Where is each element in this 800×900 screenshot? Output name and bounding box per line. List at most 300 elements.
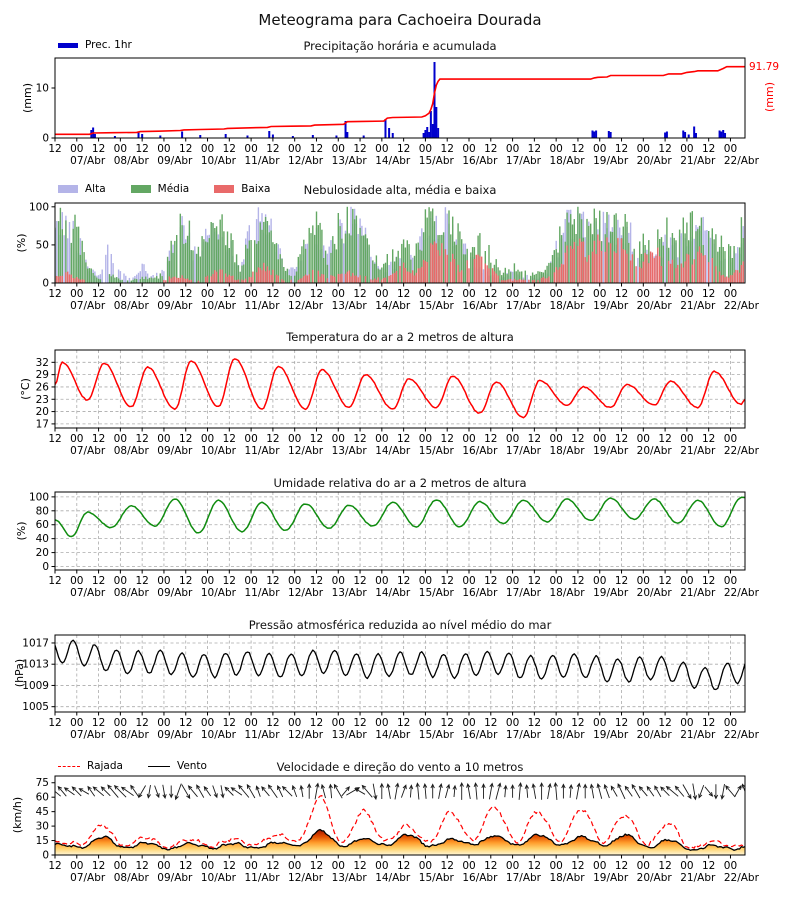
svg-text:12: 12 [484, 143, 498, 155]
svg-text:19/Abr: 19/Abr [593, 445, 629, 457]
svg-text:00: 00 [331, 717, 345, 729]
svg-text:00: 00 [593, 717, 607, 729]
svg-text:10/Abr: 10/Abr [200, 300, 236, 312]
svg-text:07/Abr: 07/Abr [70, 729, 106, 741]
svg-text:11/Abr: 11/Abr [244, 729, 280, 741]
svg-text:00: 00 [70, 717, 84, 729]
svg-text:11/Abr: 11/Abr [244, 300, 280, 312]
svg-text:20/Abr: 20/Abr [636, 445, 672, 457]
svg-text:00: 00 [636, 575, 651, 587]
svg-text:29: 29 [35, 369, 49, 382]
svg-text:17/Abr: 17/Abr [505, 300, 542, 312]
svg-text:12: 12 [48, 433, 62, 445]
svg-text:11/Abr: 11/Abr [244, 872, 280, 884]
svg-text:19/Abr: 19/Abr [593, 872, 629, 884]
svg-text:09/Abr: 09/Abr [157, 587, 193, 599]
svg-text:00: 00 [375, 433, 389, 445]
svg-text:00: 00 [375, 717, 389, 729]
svg-text:00: 00 [723, 860, 738, 872]
svg-text:12: 12 [701, 717, 716, 729]
svg-text:12: 12 [440, 717, 454, 729]
svg-text:16/Abr: 16/Abr [462, 729, 498, 741]
svg-text:12/Abr: 12/Abr [288, 729, 324, 741]
svg-text:00: 00 [505, 860, 520, 872]
svg-text:00: 00 [113, 860, 128, 872]
svg-text:12: 12 [484, 575, 498, 587]
svg-text:16/Abr: 16/Abr [462, 587, 498, 599]
svg-text:17/Abr: 17/Abr [505, 155, 542, 167]
svg-text:10/Abr: 10/Abr [200, 729, 236, 741]
svg-text:08/Abr: 08/Abr [113, 872, 149, 884]
svg-text:13/Abr: 13/Abr [331, 445, 367, 457]
svg-text:21/Abr: 21/Abr [680, 300, 716, 312]
svg-text:00: 00 [505, 717, 520, 729]
svg-text:12: 12 [179, 860, 193, 872]
chart-temp-title: Temperatura do ar a 2 metros de altura [286, 330, 514, 344]
svg-text:45: 45 [35, 806, 49, 819]
svg-text:12: 12 [353, 717, 367, 729]
svg-text:12: 12 [266, 717, 280, 729]
svg-text:00: 00 [418, 143, 433, 155]
svg-text:00: 00 [723, 288, 738, 300]
svg-text:00: 00 [157, 433, 171, 445]
svg-text:00: 00 [549, 433, 563, 445]
svg-text:00: 00 [157, 143, 171, 155]
svg-text:12: 12 [222, 575, 237, 587]
svg-text:00: 00 [331, 288, 345, 300]
svg-text:08/Abr: 08/Abr [113, 729, 149, 741]
svg-text:00: 00 [287, 575, 302, 587]
svg-text:12: 12 [527, 575, 542, 587]
chart-wind-title: Velocidade e direção do vento a 10 metros [276, 760, 524, 774]
svg-text:22/Abr: 22/Abr [723, 155, 759, 167]
svg-text:16/Abr: 16/Abr [462, 445, 498, 457]
svg-text:12/Abr: 12/Abr [288, 587, 324, 599]
svg-text:12: 12 [701, 433, 716, 445]
svg-text:12: 12 [179, 717, 193, 729]
svg-text:12: 12 [91, 860, 106, 872]
svg-text:21/Abr: 21/Abr [680, 445, 716, 457]
svg-text:15/Abr: 15/Abr [418, 872, 454, 884]
svg-text:16/Abr: 16/Abr [462, 300, 498, 312]
svg-text:09/Abr: 09/Abr [157, 445, 193, 457]
svg-text:0: 0 [42, 277, 49, 290]
svg-text:10/Abr: 10/Abr [200, 155, 236, 167]
svg-text:07/Abr: 07/Abr [70, 872, 106, 884]
svg-text:20/Abr: 20/Abr [636, 587, 672, 599]
svg-text:00: 00 [505, 575, 520, 587]
svg-text:00: 00 [200, 433, 215, 445]
svg-text:09/Abr: 09/Abr [157, 155, 193, 167]
svg-text:00: 00 [593, 860, 607, 872]
svg-text:12: 12 [222, 433, 237, 445]
svg-text:20/Abr: 20/Abr [636, 729, 672, 741]
svg-text:12: 12 [571, 143, 585, 155]
svg-text:00: 00 [462, 717, 476, 729]
svg-text:12/Abr: 12/Abr [288, 872, 324, 884]
svg-text:12: 12 [309, 717, 324, 729]
svg-text:14/Abr: 14/Abr [375, 300, 411, 312]
svg-text:00: 00 [287, 717, 302, 729]
svg-text:12: 12 [222, 860, 237, 872]
svg-text:00: 00 [157, 288, 171, 300]
svg-text:13/Abr: 13/Abr [331, 155, 367, 167]
svg-text:00: 00 [723, 717, 738, 729]
svg-text:12: 12 [571, 288, 585, 300]
svg-text:20: 20 [35, 406, 49, 419]
svg-text:11/Abr: 11/Abr [244, 445, 280, 457]
svg-text:20/Abr: 20/Abr [636, 300, 672, 312]
svg-text:00: 00 [549, 575, 563, 587]
svg-text:1017: 1017 [22, 637, 49, 650]
svg-text:80: 80 [35, 505, 49, 518]
svg-text:13/Abr: 13/Abr [331, 872, 367, 884]
svg-text:00: 00 [200, 288, 215, 300]
svg-text:12: 12 [179, 143, 193, 155]
svg-text:07/Abr: 07/Abr [70, 300, 106, 312]
svg-text:00: 00 [244, 575, 258, 587]
svg-text:11/Abr: 11/Abr [244, 587, 280, 599]
svg-text:12: 12 [527, 433, 542, 445]
svg-text:15: 15 [35, 835, 49, 848]
svg-text:00: 00 [636, 143, 651, 155]
svg-text:21/Abr: 21/Abr [680, 872, 716, 884]
svg-text:12: 12 [353, 433, 367, 445]
svg-text:12: 12 [91, 288, 106, 300]
svg-text:09/Abr: 09/Abr [157, 300, 193, 312]
svg-text:12: 12 [440, 143, 454, 155]
svg-text:00: 00 [331, 860, 345, 872]
svg-text:00: 00 [723, 433, 738, 445]
svg-text:12: 12 [135, 143, 149, 155]
svg-text:07/Abr: 07/Abr [70, 587, 106, 599]
svg-text:08/Abr: 08/Abr [113, 300, 149, 312]
svg-text:12: 12 [440, 575, 454, 587]
clouds-ylabel: (%) [15, 233, 28, 253]
svg-text:00: 00 [70, 288, 84, 300]
svg-text:00: 00 [680, 288, 694, 300]
svg-text:12: 12 [48, 575, 62, 587]
svg-text:12: 12 [179, 575, 193, 587]
svg-text:12: 12 [484, 860, 498, 872]
svg-text:14/Abr: 14/Abr [375, 872, 411, 884]
svg-text:12: 12 [353, 575, 367, 587]
svg-text:12: 12 [396, 288, 411, 300]
svg-text:12: 12 [701, 860, 716, 872]
svg-text:12: 12 [222, 288, 237, 300]
svg-text:09/Abr: 09/Abr [157, 872, 193, 884]
svg-text:1013: 1013 [22, 658, 49, 671]
svg-text:16/Abr: 16/Abr [462, 872, 498, 884]
svg-text:12: 12 [222, 143, 237, 155]
svg-text:00: 00 [680, 433, 694, 445]
svg-text:00: 00 [549, 143, 563, 155]
svg-text:12: 12 [571, 717, 585, 729]
svg-text:12: 12 [135, 575, 149, 587]
svg-text:00: 00 [549, 717, 563, 729]
svg-text:12: 12 [135, 717, 149, 729]
baixa-legend-label: Baixa [241, 183, 271, 195]
svg-text:00: 00 [593, 433, 607, 445]
pressure-ylabel: (hPa) [13, 658, 26, 688]
svg-text:13/Abr: 13/Abr [331, 300, 367, 312]
svg-text:12: 12 [396, 717, 411, 729]
svg-text:00: 00 [723, 143, 738, 155]
svg-text:20: 20 [35, 547, 49, 560]
svg-text:08/Abr: 08/Abr [113, 445, 149, 457]
svg-text:17/Abr: 17/Abr [505, 729, 542, 741]
svg-text:40: 40 [35, 533, 49, 546]
svg-text:00: 00 [549, 860, 563, 872]
svg-text:12: 12 [48, 143, 62, 155]
svg-text:17/Abr: 17/Abr [505, 872, 542, 884]
svg-text:00: 00 [593, 143, 607, 155]
svg-text:12: 12 [571, 860, 585, 872]
svg-text:0: 0 [42, 132, 49, 145]
svg-text:50: 50 [35, 239, 49, 252]
svg-text:11/Abr: 11/Abr [244, 155, 280, 167]
svg-text:00: 00 [287, 433, 302, 445]
svg-text:12: 12 [658, 288, 672, 300]
svg-text:00: 00 [418, 717, 433, 729]
alta-legend-label: Alta [85, 183, 106, 195]
svg-text:10/Abr: 10/Abr [200, 872, 236, 884]
chart-pressure-title: Pressão atmosférica reduzida ao nível médio do mar [248, 618, 552, 632]
svg-text:15/Abr: 15/Abr [418, 300, 454, 312]
svg-text:22/Abr: 22/Abr [723, 729, 759, 741]
media-legend-label: Média [157, 183, 190, 195]
svg-text:10/Abr: 10/Abr [200, 445, 236, 457]
svg-text:12: 12 [527, 860, 542, 872]
svg-text:00: 00 [723, 575, 738, 587]
svg-text:0: 0 [42, 561, 49, 574]
svg-text:21/Abr: 21/Abr [680, 729, 716, 741]
svg-text:00: 00 [200, 860, 215, 872]
svg-text:00: 00 [113, 575, 128, 587]
svg-text:12: 12 [440, 288, 454, 300]
svg-text:12: 12 [353, 860, 367, 872]
svg-text:12: 12 [396, 860, 411, 872]
svg-text:12: 12 [266, 143, 280, 155]
humidity-ylabel: (%) [15, 521, 28, 541]
svg-text:17/Abr: 17/Abr [505, 587, 542, 599]
svg-text:00: 00 [244, 860, 258, 872]
svg-text:17/Abr: 17/Abr [505, 445, 542, 457]
svg-text:12: 12 [135, 860, 149, 872]
svg-text:12: 12 [571, 575, 585, 587]
svg-text:00: 00 [70, 433, 84, 445]
svg-text:12: 12 [48, 717, 62, 729]
svg-text:12: 12 [614, 143, 629, 155]
svg-text:07/Abr: 07/Abr [70, 155, 106, 167]
svg-text:00: 00 [593, 575, 607, 587]
svg-text:00: 00 [462, 143, 476, 155]
page-title: Meteograma para Cachoeira Dourada [258, 11, 542, 29]
svg-text:00: 00 [505, 143, 520, 155]
svg-text:100: 100 [28, 201, 49, 214]
svg-text:12: 12 [614, 575, 629, 587]
svg-text:12: 12 [484, 717, 498, 729]
svg-text:00: 00 [593, 288, 607, 300]
precip-ylabel-right: (mm) [763, 82, 776, 113]
svg-text:12: 12 [266, 288, 280, 300]
svg-text:12: 12 [701, 575, 716, 587]
svg-text:12: 12 [396, 575, 411, 587]
svg-text:13/Abr: 13/Abr [331, 587, 367, 599]
svg-text:12: 12 [658, 433, 672, 445]
svg-text:14/Abr: 14/Abr [375, 587, 411, 599]
svg-text:12: 12 [91, 575, 106, 587]
svg-text:00: 00 [113, 143, 128, 155]
svg-text:00: 00 [418, 433, 433, 445]
svg-text:12: 12 [484, 433, 498, 445]
svg-text:00: 00 [462, 288, 476, 300]
chart-clouds-title: Nebulosidade alta, média e baixa [303, 183, 497, 197]
svg-text:00: 00 [418, 575, 433, 587]
svg-text:00: 00 [505, 288, 520, 300]
svg-text:00: 00 [375, 575, 389, 587]
svg-text:12: 12 [266, 433, 280, 445]
svg-text:15/Abr: 15/Abr [418, 445, 454, 457]
svg-text:00: 00 [157, 860, 171, 872]
svg-text:22/Abr: 22/Abr [723, 587, 759, 599]
svg-text:00: 00 [375, 143, 389, 155]
precip-ylabel-left: (mm) [21, 83, 34, 114]
svg-text:21/Abr: 21/Abr [680, 587, 716, 599]
svg-text:00: 00 [505, 433, 520, 445]
svg-text:12: 12 [440, 860, 454, 872]
svg-text:22/Abr: 22/Abr [723, 445, 759, 457]
svg-text:12: 12 [48, 288, 62, 300]
svg-text:12: 12 [527, 143, 542, 155]
svg-text:15/Abr: 15/Abr [418, 587, 454, 599]
svg-text:60: 60 [35, 519, 49, 532]
svg-text:12: 12 [91, 143, 106, 155]
svg-text:10/Abr: 10/Abr [200, 587, 236, 599]
svg-text:00: 00 [331, 575, 345, 587]
precip-legend-label: Prec. 1hr [85, 39, 132, 51]
svg-text:12: 12 [614, 717, 629, 729]
svg-text:00: 00 [157, 575, 171, 587]
svg-text:60: 60 [35, 791, 49, 804]
svg-text:12: 12 [353, 288, 367, 300]
svg-text:12: 12 [658, 717, 672, 729]
svg-text:32: 32 [35, 356, 49, 369]
rajada-legend-label: Rajada [87, 760, 123, 772]
svg-text:00: 00 [70, 143, 84, 155]
svg-text:00: 00 [200, 717, 215, 729]
svg-text:00: 00 [244, 717, 258, 729]
svg-text:14/Abr: 14/Abr [375, 155, 411, 167]
svg-text:00: 00 [636, 717, 651, 729]
svg-text:12: 12 [658, 860, 672, 872]
vento-legend-label: Vento [176, 760, 207, 772]
svg-text:12: 12 [353, 143, 367, 155]
svg-text:30: 30 [35, 820, 49, 833]
svg-text:00: 00 [200, 143, 215, 155]
svg-text:00: 00 [113, 433, 128, 445]
svg-text:00: 00 [375, 860, 389, 872]
svg-text:12: 12 [440, 433, 454, 445]
svg-text:12: 12 [266, 860, 280, 872]
svg-text:12: 12 [658, 575, 672, 587]
svg-text:19/Abr: 19/Abr [593, 587, 629, 599]
svg-text:12: 12 [266, 575, 280, 587]
svg-text:12: 12 [48, 860, 62, 872]
svg-text:00: 00 [244, 288, 258, 300]
svg-text:15/Abr: 15/Abr [418, 155, 454, 167]
accum-total-label: 91.79 [749, 61, 780, 73]
svg-text:0: 0 [42, 849, 49, 862]
svg-text:00: 00 [200, 575, 215, 587]
svg-text:00: 00 [636, 860, 651, 872]
svg-text:00: 00 [418, 288, 433, 300]
svg-text:18/Abr: 18/Abr [549, 729, 585, 741]
svg-text:12: 12 [701, 143, 716, 155]
svg-text:12: 12 [179, 288, 193, 300]
svg-text:12: 12 [222, 717, 237, 729]
svg-text:19/Abr: 19/Abr [593, 155, 629, 167]
svg-text:07/Abr: 07/Abr [70, 445, 106, 457]
svg-text:12/Abr: 12/Abr [288, 300, 324, 312]
svg-text:00: 00 [287, 288, 302, 300]
svg-text:12: 12 [396, 143, 411, 155]
svg-text:12/Abr: 12/Abr [288, 445, 324, 457]
svg-text:17: 17 [35, 418, 49, 431]
svg-text:23: 23 [35, 393, 49, 406]
svg-text:00: 00 [70, 860, 84, 872]
svg-text:1009: 1009 [22, 679, 49, 692]
svg-text:22/Abr: 22/Abr [723, 300, 759, 312]
svg-text:12: 12 [484, 288, 498, 300]
svg-text:00: 00 [462, 860, 476, 872]
svg-text:00: 00 [462, 433, 476, 445]
svg-text:12/Abr: 12/Abr [288, 155, 324, 167]
svg-text:09/Abr: 09/Abr [157, 729, 193, 741]
svg-text:12: 12 [571, 433, 585, 445]
svg-text:18/Abr: 18/Abr [549, 587, 585, 599]
svg-text:08/Abr: 08/Abr [113, 155, 149, 167]
wind-ylabel: (km/h) [11, 796, 24, 834]
svg-text:00: 00 [331, 143, 345, 155]
svg-text:00: 00 [680, 575, 694, 587]
svg-text:12: 12 [701, 288, 716, 300]
svg-text:12: 12 [309, 433, 324, 445]
svg-text:18/Abr: 18/Abr [549, 300, 585, 312]
svg-text:18/Abr: 18/Abr [549, 445, 585, 457]
svg-text:19/Abr: 19/Abr [593, 300, 629, 312]
svg-text:00: 00 [418, 860, 433, 872]
svg-text:00: 00 [331, 433, 345, 445]
svg-text:26: 26 [35, 381, 49, 394]
svg-text:12: 12 [614, 860, 629, 872]
svg-text:20/Abr: 20/Abr [636, 155, 672, 167]
svg-text:00: 00 [636, 288, 651, 300]
svg-text:00: 00 [549, 288, 563, 300]
svg-text:12: 12 [396, 433, 411, 445]
svg-text:00: 00 [287, 860, 302, 872]
temp-ylabel: (°C) [19, 378, 32, 400]
svg-text:00: 00 [375, 288, 389, 300]
svg-text:00: 00 [680, 143, 694, 155]
svg-text:12: 12 [309, 575, 324, 587]
svg-text:18/Abr: 18/Abr [549, 155, 585, 167]
svg-text:12: 12 [309, 860, 324, 872]
svg-text:00: 00 [462, 575, 476, 587]
svg-text:16/Abr: 16/Abr [462, 155, 498, 167]
svg-text:12: 12 [135, 288, 149, 300]
svg-text:21/Abr: 21/Abr [680, 155, 716, 167]
